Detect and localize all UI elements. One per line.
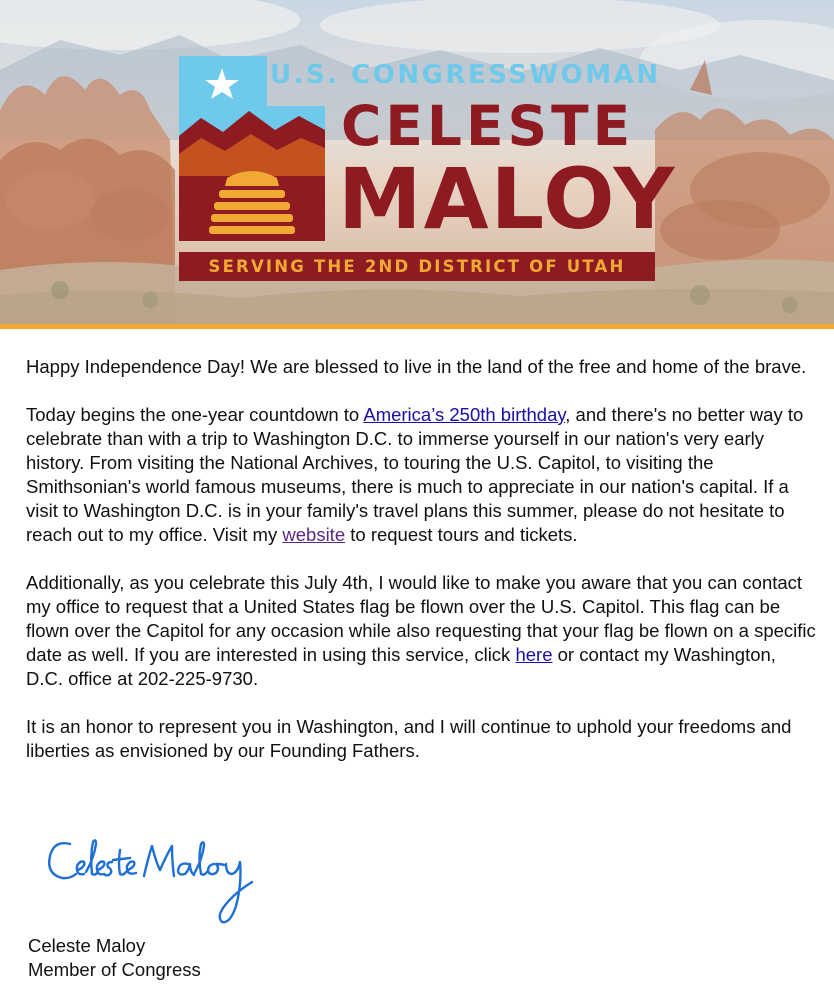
signoff-block bbox=[28, 934, 201, 982]
paragraph-greeting bbox=[26, 355, 816, 379]
logo-first-name: CELESTE bbox=[341, 94, 635, 158]
header-divider bbox=[0, 324, 834, 329]
email-body bbox=[26, 355, 816, 787]
flag-request-here-link[interactable]: here bbox=[515, 644, 553, 665]
signoff-name: Celeste Maloy bbox=[28, 935, 146, 956]
flag-text-end: or contact my Washington, D.C. office at 202-225-9730. bbox=[26, 644, 776, 689]
logo-tagline-ribbon: SERVING THE 2ND DISTRICT OF UTAH bbox=[179, 252, 655, 281]
countdown-text-end: to request tours and tickets. bbox=[345, 524, 578, 545]
website-link[interactable]: website bbox=[282, 524, 346, 545]
countdown-text-start: Today begins the one-year countdown to bbox=[26, 404, 364, 425]
header-banner bbox=[0, 0, 834, 324]
countdown-text-middle: , and there's no better way to celebrate than with a trip to Washington D.C. to immerse yourself in our nation's very early history. From visiting the National Archives, to touring the U.S. Capitol, to visiting the Smithsonian's world famous museums, there is much to appreciate in our nation's capital. If a visit to Washington D.C. is in your family's travel plans this summer, please do not hesitate to reach out to my office. Visit my bbox=[26, 404, 804, 545]
americas-250th-birthday-link[interactable]: America’s 250th birthday bbox=[363, 404, 566, 425]
handwritten-signature-image bbox=[40, 832, 280, 932]
paragraph-closing bbox=[26, 715, 816, 763]
paragraph-countdown bbox=[26, 403, 816, 547]
greeting-text: Happy Independence Day! We are blessed to live in the land of the free and home of the brave. bbox=[26, 356, 807, 377]
flag-text-start: Additionally, as you celebrate this July 4th, I would like to make you aware that you can contact my office to request that a United States flag be flown over the U.S. Capitol. This flag can be flown over the Capitol for any occasion while also requesting that your flag be flown on a specific date as well. If you are interested in using this service, click bbox=[26, 572, 816, 665]
closing-text: It is an honor to represent you in Washington, and I will continue to uphold your freedoms and liberties as envisioned by our Founding Fathers. bbox=[26, 716, 792, 761]
paragraph-flag-request bbox=[26, 571, 816, 691]
logo-last-name: MALOY bbox=[338, 150, 677, 248]
logo-title-line: U.S. CONGRESSWOMAN bbox=[270, 60, 661, 90]
signoff-title: Member of Congress bbox=[28, 959, 201, 980]
